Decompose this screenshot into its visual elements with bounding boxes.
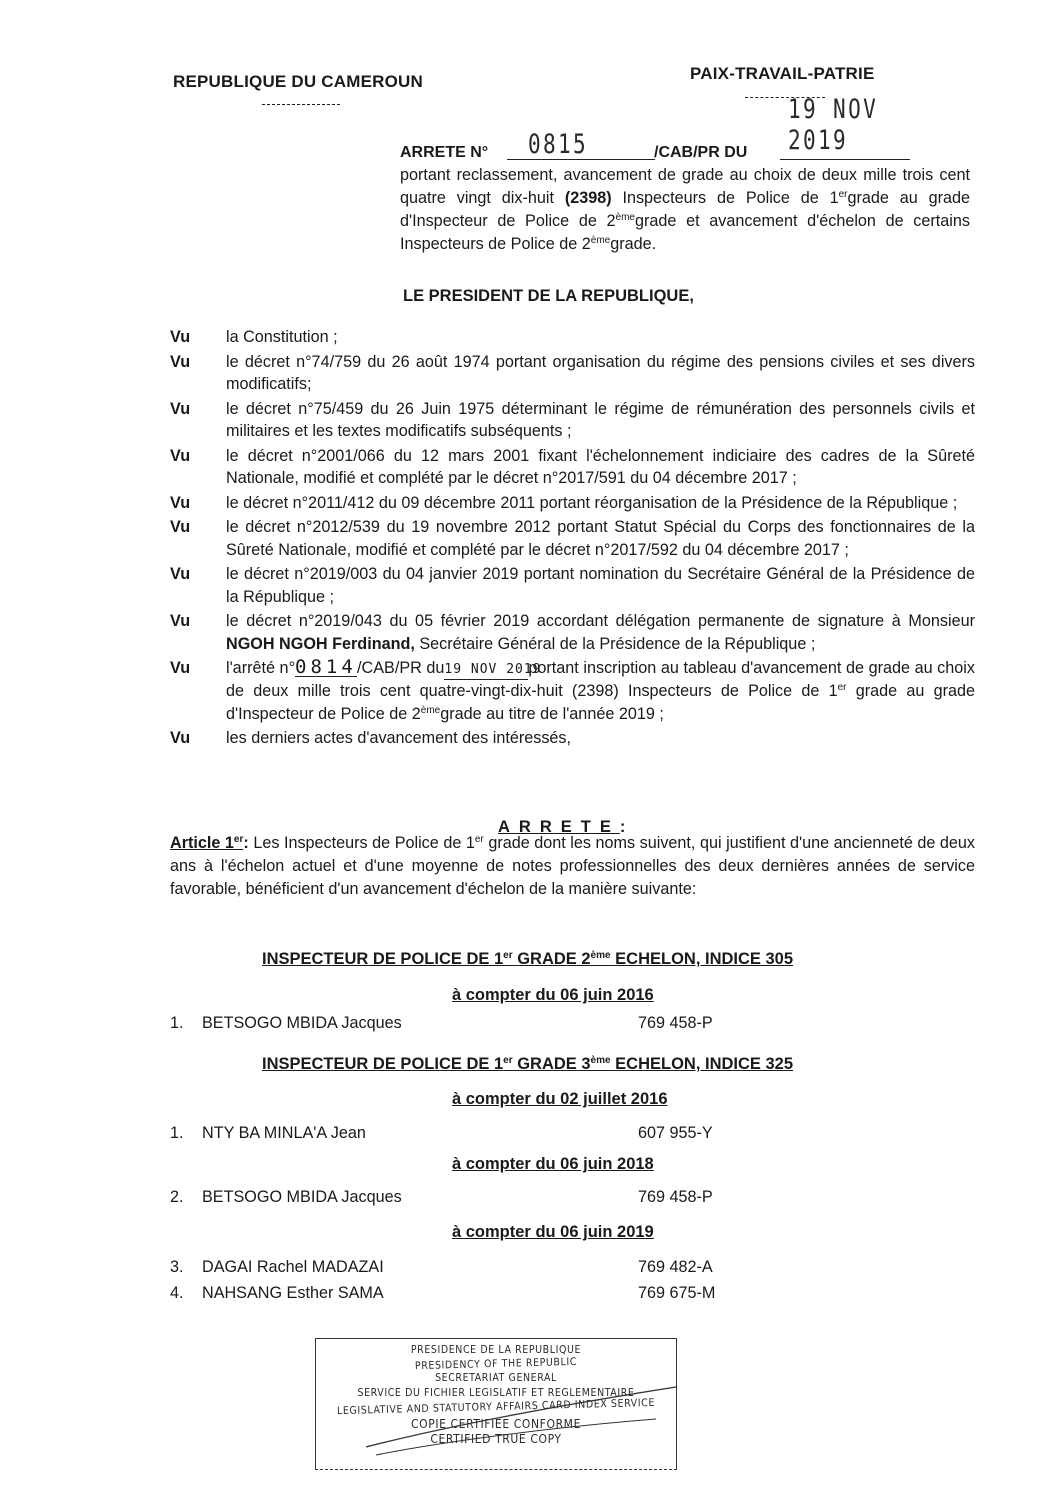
vu-list: [170, 326, 975, 752]
stamp-signature-stroke: [356, 1379, 686, 1459]
motto-header: PAIX-TRAVAIL-PATRIE: [690, 64, 875, 83]
effective-date: à compter du 02 juillet 2016: [452, 1090, 668, 1108]
table-row: 2. BETSOGO MBIDA Jacques 769 458-P: [170, 1188, 713, 1206]
vu-item: Vu les derniers actes d'avancement des intéressés,: [170, 729, 572, 747]
vu-arrete-date-handwritten: 19 NOV 2019: [444, 661, 528, 680]
vu-item: Vu l'arrêté n°0814/CAB/PR du19 NOV 2019portant inscription au tableau d'avancement de grade au choix de deux mille trois cent quatre-vingt-dix-huit (2398) Inspecteurs de Police de 1er grade au grade d'Inspecteur de Police de 2èmegrade au titre de l'année 2019 ;: [170, 656, 975, 723]
republic-header: REPUBLIQUE DU CAMEROUN: [173, 72, 423, 91]
effective-date: à compter du 06 juin 2019: [452, 1223, 654, 1241]
vu-item: Vu le décret n°2001/066 du 12 mars 2001 fixant l'échelonnement indiciaire des cadres de la Sûreté Nationale, modifié et complété par le décret n°2017/591 du 04 décembre 2017 ;: [170, 446, 975, 487]
table-row: 4. NAHSANG Esther SAMA 769 675-M: [170, 1284, 716, 1302]
arrete-heading: ARRETE:: [498, 818, 635, 836]
vu-item: Vu la Constitution ;: [170, 328, 338, 346]
arrete-number-line: [400, 94, 940, 164]
arrete-label: ARRETE N°: [400, 144, 489, 161]
grade-heading-2nd-echelon: INSPECTEUR DE POLICE DE 1er GRADE 2ème ECHELON, INDICE 305: [262, 950, 794, 968]
article-1: Article 1er: Les Inspecteurs de Police de 1er grade dont les noms suivent, qui justifient d'une ancienneté de deux ans à l'échelon actuel et d'une moyenne de notes professionnelles des deux dernières années de service favorable, bénéficient d'un avancement d'échelon de la manière suivante:: [170, 834, 976, 898]
vu-item: Vu le décret n°2011/412 du 09 décembre 2011 portant réorganisation de la Présidence de la République ;: [170, 493, 958, 512]
vu-arrete-number-handwritten: 0814: [295, 656, 357, 678]
grade-heading-3rd-echelon: INSPECTEUR DE POLICE DE 1er GRADE 3ème ECHELON, INDICE 325: [262, 1055, 794, 1073]
vu-item: Vu le décret n°75/459 du 26 Juin 1975 déterminant le régime de rémunération des personnels civils et militaires et les textes modificatifs subséquents ;: [170, 399, 975, 440]
arrete-number-handwritten: 0815: [528, 129, 589, 160]
effective-date: à compter du 06 juin 2018: [452, 1155, 654, 1173]
vu-item: Vu le décret n°2019/003 du 04 janvier 2019 portant nomination du Secrétaire Général de la Présidence de la République ;: [170, 565, 975, 606]
table-row: 1. NTY BA MINLA'A Jean 607 955-Y: [170, 1124, 713, 1142]
certification-stamp: PRESIDENCE DE LA REPUBLIQUE PRESIDENCY OF THE REPUBLIC SECRETARIAT GENERAL SERVICE DU FICHIER LEGISLATIF ET REGLEMENTAIRE LEGISLATIVE AND STATUTORY AFFAIRS CARD INDEX SERVICE COPIE CERTIFIEE CONFORME CERTIFIED TRUE COPY: [315, 1338, 677, 1470]
arrete-title: portant reclassement, avancement de grade au choix de deux mille trois cent quatre vingt dix-huit (2398) Inspecteurs de Police de 1ergrade au grade d'Inspecteur de Police de 2èmegrade et avancement d'échelon de certains Inspecteurs de Police de 2èmegrade.: [400, 166, 971, 253]
arrete-date-handwritten: 19 NOV 2019: [788, 94, 879, 156]
arrete-cab-label: /CAB/PR DU: [654, 144, 748, 161]
table-row: 3. DAGAI Rachel MADAZAI 769 482-A: [170, 1258, 713, 1276]
vu-item: Vu le décret n°2012/539 du 19 novembre 2012 portant Statut Spécial du Corps des fonctionnaires de la Sûreté Nationale, modifié et complété par le décret n°2017/592 du 04 décembre 2017 ;: [170, 518, 975, 559]
vu-item: Vu le décret n°2019/043 du 05 février 2019 accordant délégation permanente de signature à Monsieur NGOH NGOH Ferdinand, Secrétaire Général de la Présidence de la République ;: [170, 612, 975, 653]
article-1-label: Article 1er: [170, 834, 244, 852]
vu-item: Vu le décret n°74/759 du 26 août 1974 portant organisation du régime des pensions civiles et ses divers modificatifs;: [170, 352, 975, 393]
arrete-date-blank: [780, 159, 910, 160]
effective-date: à compter du 06 juin 2016: [452, 986, 654, 1004]
header-rule-left: [262, 104, 340, 105]
table-row: 1. BETSOGO MBIDA Jacques 769 458-P: [170, 1014, 713, 1032]
president-heading: LE PRESIDENT DE LA REPUBLIQUE,: [403, 287, 694, 305]
